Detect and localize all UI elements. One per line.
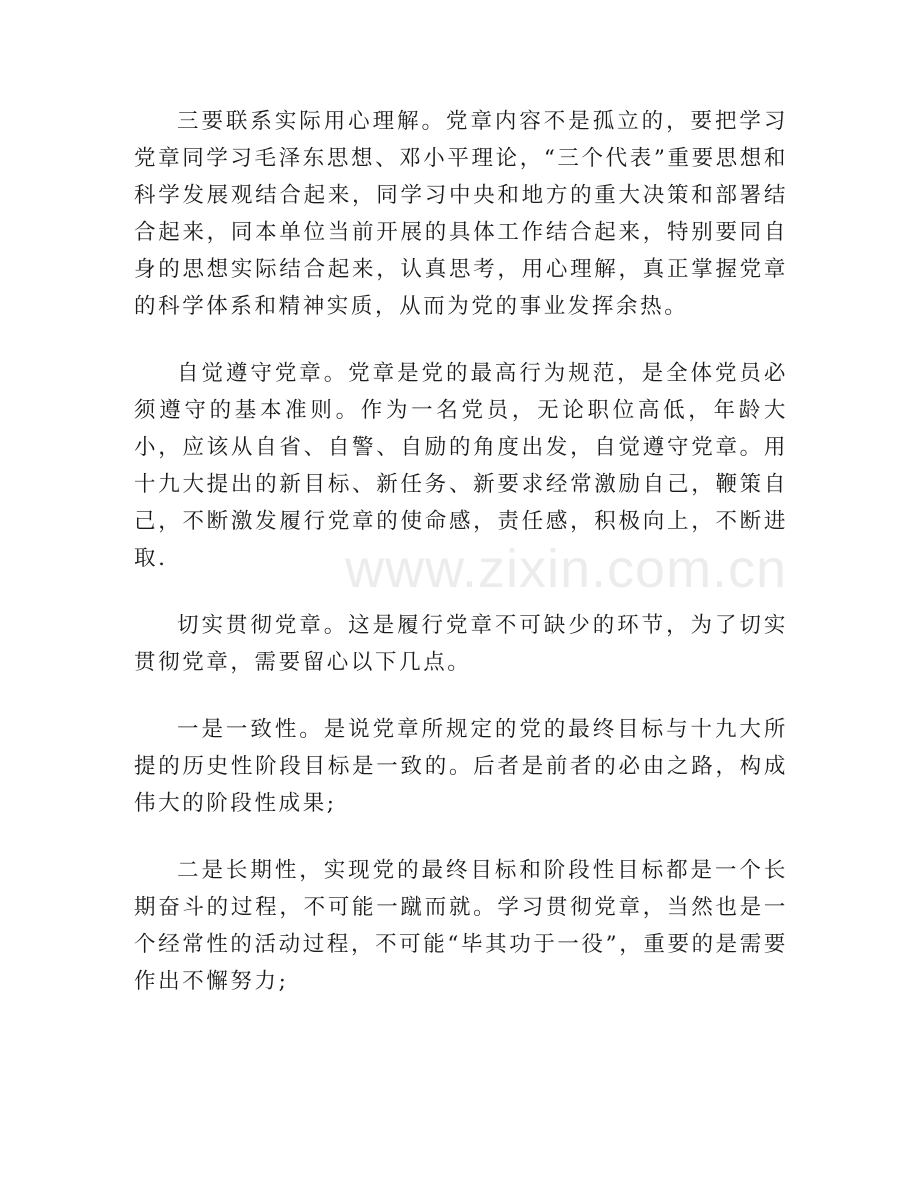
paragraph-understanding: 三要联系实际用心理解。党章内容不是孤立的，要把学习党章同学习毛泽东思想、邓小平理论，“三个代表”重要思想和科学发展观结合起来，同学习中央和地方的重大决策和部署结合起来，同本单位当前开展的具体工作结合起来，特别要同自身的思想实际结合起来，认真思考，用心理解，真正掌握党章的科学体系和精神实质，从而为党的事业发挥余热。: [134, 109, 788, 319]
document-body: [134, 103, 788, 1030]
paragraph-observe-constitution: 自觉遵守党章。党章是党的最高行为规范，是全体党员必须遵守的基本准则。作为一名党员，无论职位高低，年龄大小，应该从自省、自警、自励的角度出发，自觉遵守党章。用十九大提出的新目标、新任务、新要求经常激励自己，鞭策自己，不断激发履行党章的使命感，责任感，积极向上，不断进取.: [134, 361, 788, 571]
paragraph-implement-constitution: 切实贯彻党章。这是履行党章不可缺少的环节，为了切实贯彻党章，需要留心以下几点。: [134, 613, 788, 675]
watermark-text: www.zixin.com.cn: [345, 539, 788, 599]
paragraph-consistency: 一是一致性。是说党章所规定的党的最终目标与十九大所提的历史性阶段目标是一致的。后者是前者的必由之路，构成伟大的阶段性成果;: [134, 717, 788, 816]
paragraph-long-term: 二是长期性，实现党的最终目标和阶段性目标都是一个长期奋斗的过程，不可能一蹴而就。学习贯彻党章，当然也是一个经常性的活动过程，不可能“毕其功于一役”，重要的是需要作出不懈努力;: [134, 858, 788, 994]
